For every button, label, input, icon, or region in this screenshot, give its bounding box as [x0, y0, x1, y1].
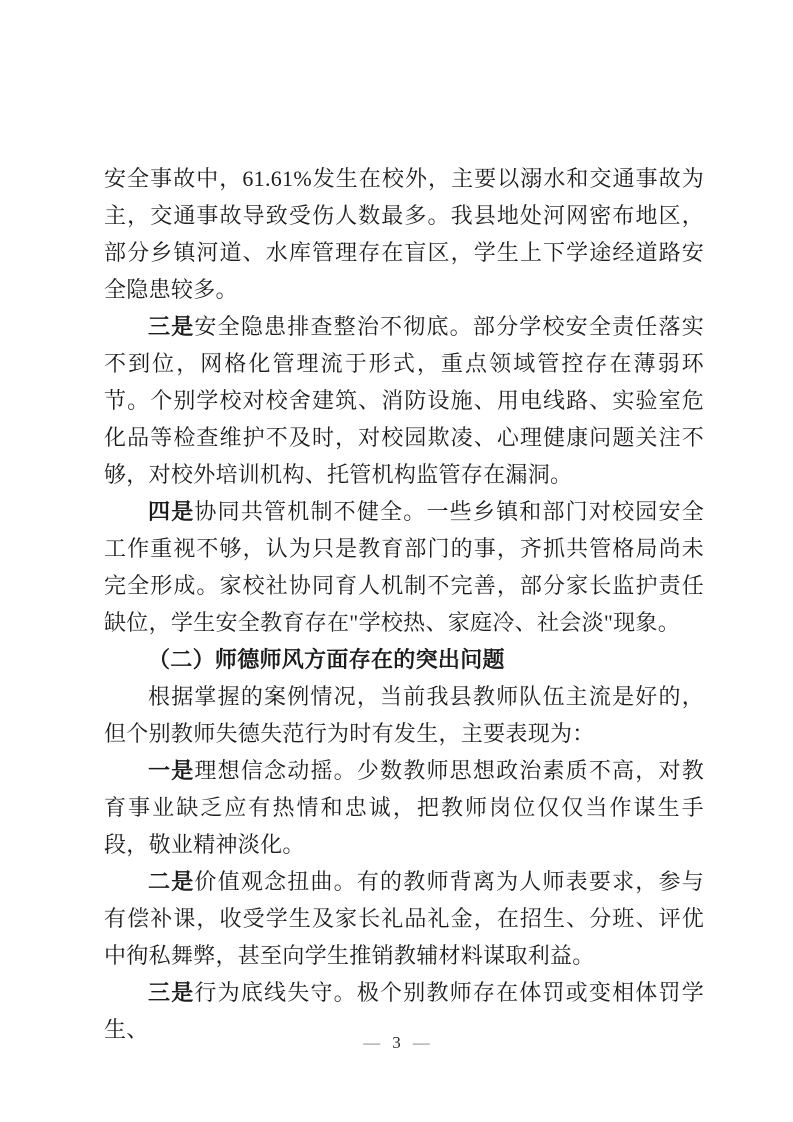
paragraph-text: 理想信念动摇。少数教师思想政治素质不高，对教育事业缺乏应有热情和忠诚，把教师岗位仅仅当作谋生手段，敬业精神淡化。	[104, 758, 704, 857]
paragraph	[104, 308, 704, 493]
paragraph	[104, 493, 704, 641]
paragraph	[104, 160, 704, 308]
footer-dash-right: —	[412, 1033, 430, 1052]
paragraph-text: 根据掌握的案例情况，当前我县教师队伍主流是好的，但个别教师失德失范行为时有发生，主要表现为：	[104, 684, 704, 746]
paragraph-lead: 三是	[148, 980, 195, 1005]
paragraph-lead: 三是	[148, 314, 195, 339]
section-heading-text: （二）师德师风方面存在的突出问题	[148, 647, 505, 672]
section-heading	[104, 641, 704, 678]
paragraph-lead: 二是	[148, 869, 195, 894]
document-body	[104, 160, 704, 1048]
paragraph	[104, 752, 704, 863]
page-number: 3	[392, 1033, 401, 1052]
paragraph	[104, 863, 704, 974]
paragraph-text: 安全事故中，61.61%发生在校外，主要以溺水和交通事故为主，交通事故导致受伤人数最多。我县地处河网密布地区，部分乡镇河道、水库管理存在盲区，学生上下学途经道路安全隐患较多。	[104, 166, 704, 302]
paragraph-text: 行为底线失守。极个别教师存在体罚或变相体罚学生、	[104, 980, 704, 1042]
paragraph-text: 价值观念扭曲。有的教师背离为人师表要求，参与有偿补课，收受学生及家长礼品礼金，在招生、分班、评优中徇私舞弊，甚至向学生推销教辅材料谋取利益。	[104, 869, 704, 968]
paragraph-lead: 四是	[148, 499, 195, 524]
paragraph	[104, 678, 704, 752]
paragraph-text: 协同共管机制不健全。一些乡镇和部门对校园安全工作重视不够，认为只是教育部门的事，齐抓共管格局尚未完全形成。家校社协同育人机制不完善，部分家长监护责任缺位，学生安全教育存在"学校热、家庭冷、社会淡"现象。	[104, 499, 704, 635]
footer-dash-left: —	[363, 1033, 381, 1052]
paragraph-lead: 一是	[148, 758, 195, 783]
page-footer	[0, 1032, 793, 1054]
paragraph-text: 安全隐患排查整治不彻底。部分学校安全责任落实不到位，网格化管理流于形式，重点领域管控存在薄弱环节。个别学校对校舍建筑、消防设施、用电线路、实验室危化品等检查维护不及时，对校园欺凌、心理健康问题关注不够，对校外培训机构、托管机构监管存在漏洞。	[104, 314, 704, 487]
